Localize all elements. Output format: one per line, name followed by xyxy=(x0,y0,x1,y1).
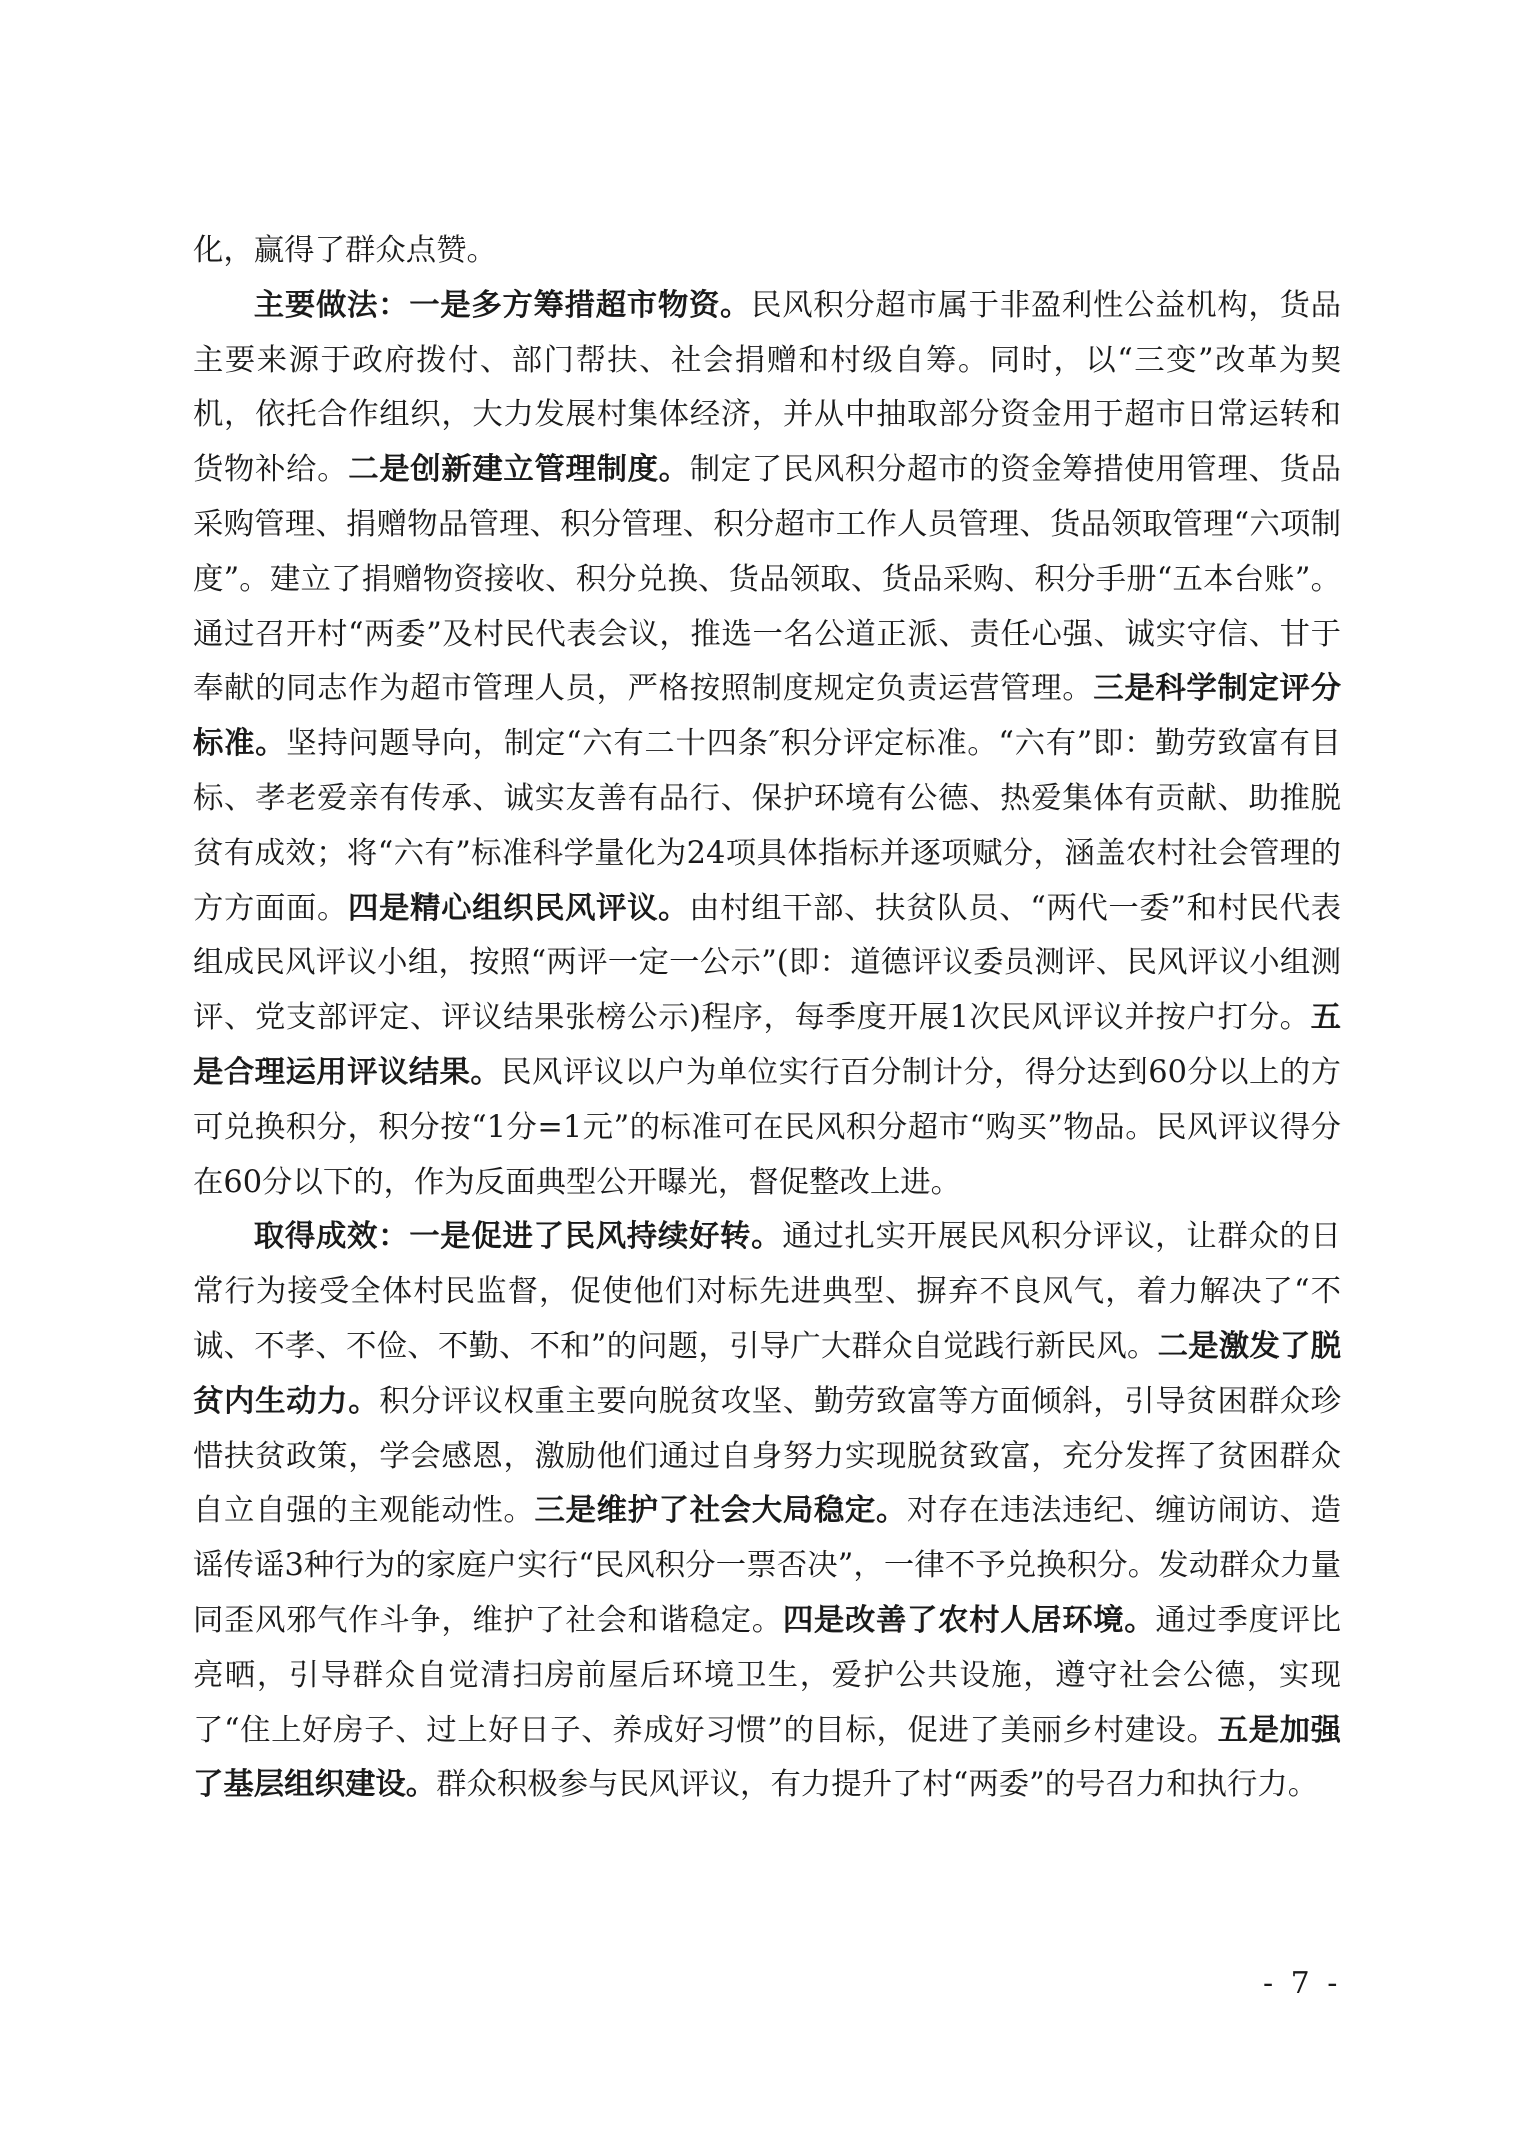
text-run: 民风评议以户为单位实行百分制计分，得分达到60分以上的方可兑换积分，积分按“1分=1元”的标准可在民风积分超市“购买”物品。民风评议得分在60分以下的，作为反面典型公开曝光，督促整改上进。 xyxy=(193,1054,1341,1200)
text-run: 制定了民风积分超市的资金筹措使用管理、货品采购管理、捐赠物品管理、积分管理、积分超市工作人员管理、货品领取管理“六项制度”。建立了捐赠物资接收、积分兑换、货品领取、货品采购、积分手册“五本台账”。通过召开村“两委”及村民代表会议，推选一名公道正派、责任心强、诚实守信、甘于奉献的同志作为超市管理人员，严格按照制度规定负责运营管理。 xyxy=(193,452,1341,707)
bold-heading: 四是改善了农村人居环境。 xyxy=(782,1602,1156,1638)
bold-heading: 五是加强了基层组织建设。 xyxy=(193,1712,1341,1803)
paragraph-continuation xyxy=(193,224,1341,279)
text-run: 民风积分超市属于非盈利性公益机构，货品主要来源于政府拨付、部门帮扶、社会捐赠和村级自筹。同时，以“三变”改革为契机，依托合作组织，大力发展村集体经济，并从中抽取部分资金用于超市日常运转和货物补给。 xyxy=(193,287,1341,488)
text-run: 积分评议权重主要向脱贫攻坚、勤劳致富等方面倾斜，引导贫困群众珍惜扶贫政策，学会感恩，激励他们通过自身努力实现脱贫致富，充分发挥了贫困群众自立自强的主观能动性。 xyxy=(193,1383,1341,1529)
bold-heading: 三是维护了社会大局稳定。 xyxy=(534,1493,908,1529)
bold-heading: 二是创新建立管理制度。 xyxy=(348,452,690,488)
text-run: 通过季度评比亮晒，引导群众自觉清扫房前屋后环境卫生，爱护公共设施，遵守社会公德，实现了“住上好房子、过上好日子、养成好习惯”的目标，促进了美丽乡村建设。 xyxy=(193,1602,1341,1748)
page-number: - 7 - xyxy=(1263,1966,1342,2001)
bold-heading: 五是合理运用评议结果。 xyxy=(193,1000,1341,1090)
text-run: 对存在违法违纪、缠访闹访、造谣传谣3种行为的家庭户实行“民风积分一票否决”，一律不予兑换积分。发动群众力量同歪风邪气作斗争，维护了社会和谐稳定。 xyxy=(193,1493,1341,1638)
text-run: 群众积极参与民风评议，有力提升了村“两委”的号召力和执行力。 xyxy=(436,1767,1319,1803)
bold-heading: 三是科学制定评分标准。 xyxy=(193,671,1341,762)
bold-heading: 二是激发了脱贫内生动力。 xyxy=(193,1328,1341,1419)
text-run: 坚持问题导向，制定“六有二十四条″积分评定标准。“六有”即：勤劳致富有目标、孝老爱亲有传承、诚实友善有品行、保护环境有公德、热爱集体有贡献、助推脱贫有成效；将“六有”标准科学量化为24项具体指标并逐项赋分，涵盖农村社会管理的方方面面。 xyxy=(193,726,1341,926)
text-run: 化，赢得了群众点赞。 xyxy=(193,233,497,268)
bold-heading: 主要做法：一是多方筹措超市物资。 xyxy=(253,287,752,323)
text-run: 通过扎实开展民风积分评议，让群众的日常行为接受全体村民监督，促使他们对标先进典型、摒弃不良风气，着力解决了“不诚、不孝、不俭、不勤、不和”的问题，引导广大群众自觉践行新民风。 xyxy=(193,1219,1341,1364)
paragraph-results xyxy=(193,1210,1341,1813)
paragraph-main-practices xyxy=(193,279,1341,1211)
bold-heading: 四是精心组织民风评议。 xyxy=(348,890,690,926)
document-body xyxy=(193,224,1341,1813)
text-run: 由村组干部、扶贫队员、“两代一委”和村民代表组成民风评议小组，按照“两评一定一公示”(即：道德评议委员测评、民风评议小组测评、党支部评定、评议结果张榜公示)程序，每季度开展1次民风评议并按户打分。 xyxy=(193,890,1341,1036)
bold-heading: 取得成效：一是促进了民风持续好转。 xyxy=(253,1219,783,1255)
